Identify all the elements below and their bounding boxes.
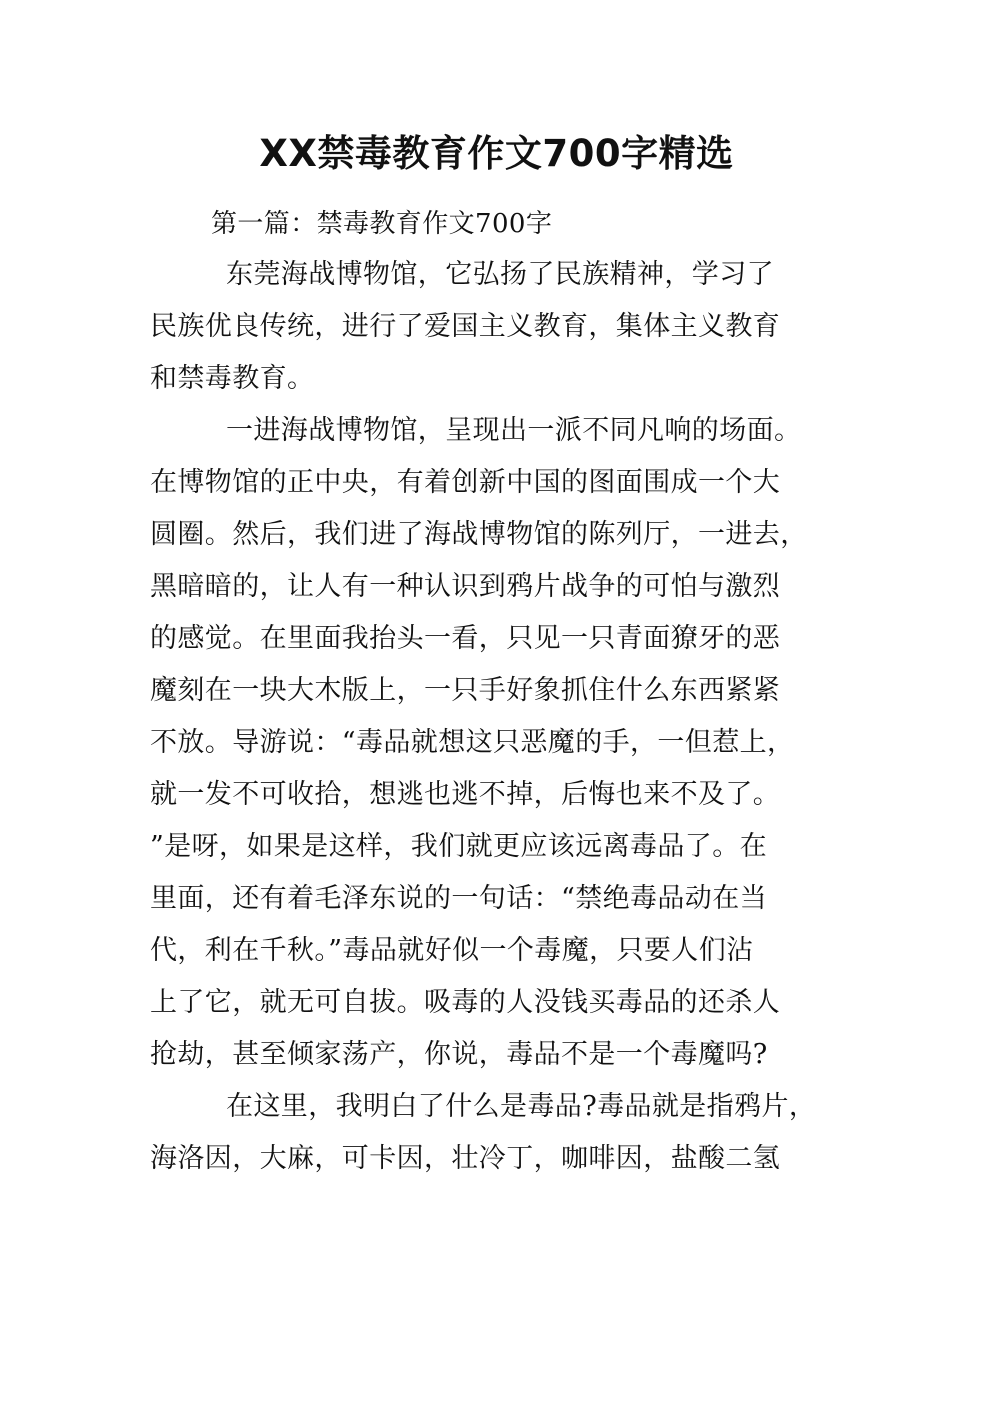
paragraph-line: 在这里，我明白了什么是毒品?毒品就是指鸦片， bbox=[226, 1091, 817, 1122]
paragraph-line: 一进海战博物馆，呈现出一派不同凡响的场面。 bbox=[226, 415, 802, 446]
paragraph-line: 圆圈。然后，我们进了海战博物馆的陈列厅，一进去， bbox=[150, 519, 808, 550]
section-heading: 第一篇：禁毒教育作文700字 bbox=[211, 209, 553, 239]
paragraph-line: 的感觉。在里面我抬头一看，只见一只青面獠牙的恶 bbox=[150, 623, 781, 654]
paragraph-line: ”是呀，如果是这样，我们就更应该远离毒品了。在 bbox=[150, 831, 768, 862]
paragraph-line: 黑暗暗的，让人有一种认识到鸦片战争的可怕与激烈 bbox=[150, 571, 781, 602]
paragraph-line: 东莞海战博物馆，它弘扬了民族精神，学习了 bbox=[226, 259, 774, 290]
paragraph-line: 民族优良传统，进行了爱国主义教育，集体主义教育 bbox=[150, 311, 781, 342]
paragraph-line: 代，利在千秋。”毒品就好似一个毒魔，只要人们沾 bbox=[150, 935, 754, 966]
paragraph-line: 魔刻在一块大木版上，一只手好象抓住什么东西紧紧 bbox=[150, 675, 781, 706]
paragraph-line: 抢劫，甚至倾家荡产，你说，毒品不是一个毒魔吗? bbox=[150, 1039, 768, 1070]
paragraph-line: 海洛因，大麻，可卡因，壮冷丁，咖啡因，盐酸二氢 bbox=[150, 1143, 781, 1174]
paragraph-line: 里面，还有着毛泽东说的一句话：“禁绝毒品动在当 bbox=[150, 883, 768, 914]
paragraph-line: 在博物馆的正中央，有着创新中国的图面围成一个大 bbox=[150, 467, 781, 498]
document-title: XX禁毒教育作文700字精选 bbox=[259, 132, 734, 175]
paragraph-line: 就一发不可收拾，想逃也逃不掉，后悔也来不及了。 bbox=[150, 779, 781, 810]
paragraph-line: 上了它，就无可自拔。吸毒的人没钱买毒品的还杀人 bbox=[150, 987, 781, 1018]
paragraph-line: 不放。导游说：“毒品就想这只恶魔的手，一但惹上， bbox=[150, 727, 795, 758]
paragraph-line: 和禁毒教育。 bbox=[150, 363, 315, 394]
